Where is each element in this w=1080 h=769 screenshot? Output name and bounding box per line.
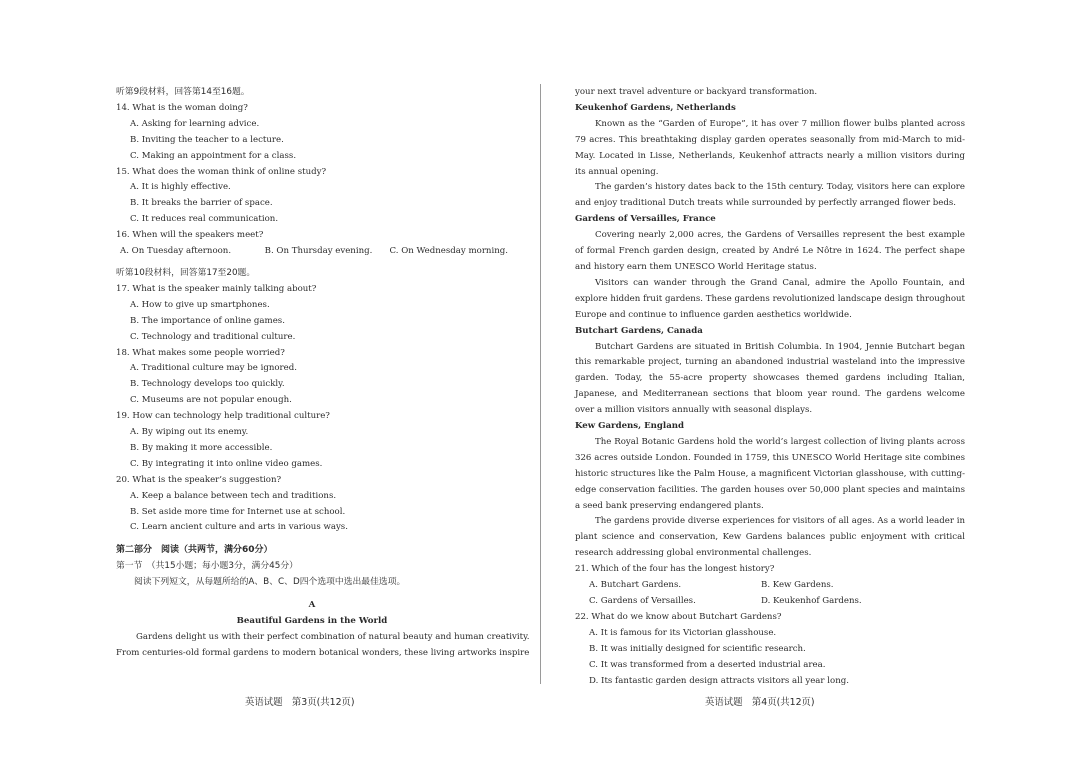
page-4-content [575, 85, 965, 689]
keukenhof-paragraph-2: The garden’s history dates back to the 15th century. Today, visitors here can explore and enjoy traditional Dutch treats while surrounded by perfectly arranged flower beds. [575, 182, 965, 209]
page-3-footer: 英语试题 第3页(共12页) [245, 697, 355, 708]
q18-option-c[interactable]: C. Museums are not popular enough. [130, 395, 292, 406]
q18-option-b[interactable]: B. Technology develops too quickly. [130, 379, 285, 390]
q19-option-a[interactable]: A. By wiping out its enemy. [130, 427, 249, 438]
section-header-material-10: 听第10段材料，回答第17至20题。 [116, 267, 256, 278]
q21-options-row-2 [575, 594, 965, 610]
versailles-paragraph-2: Visitors can wander through the Grand Canal, admire the Apollo Fountain, and explore hidden fruit gardens. These gardens revolutionized landscape design throughout Europe and continue to influence garden aesthetics worldwide. [575, 277, 965, 320]
section-header-material-9: 听第9段材料，回答第14至16题。 [116, 87, 250, 97]
q16-option-a[interactable]: A. On Tuesday afternoon. [120, 246, 232, 257]
q22-option-d[interactable]: D. Its fantastic garden design attracts visitors all year long. [589, 675, 849, 686]
question-22: 22. What do we know about Butchart Gardens? [575, 611, 782, 622]
q17-option-b[interactable]: B. The importance of online games. [130, 315, 285, 326]
q21-option-a[interactable]: A. Butchart Gardens. [589, 580, 682, 591]
part-two-heading: 第二部分 阅读（共两节，满分60分） [116, 545, 273, 556]
q14-option-c[interactable]: C. Making an appointment for a class. [130, 150, 297, 161]
q22-option-b[interactable]: B. It was initially designed for scientific research. [589, 643, 806, 654]
q22-option-c[interactable]: C. It was transformed from a deserted industrial area. [589, 659, 826, 670]
question-18: 18. What makes some people worried? [116, 347, 285, 358]
q20-option-a[interactable]: A. Keep a balance between tech and traditions. [130, 490, 337, 501]
q21-option-c[interactable]: C. Gardens of Versailles. [589, 596, 696, 606]
q21-option-b[interactable]: B. Kew Gardens. [761, 580, 834, 591]
passage-intro-line-2: From centuries-old formal gardens to modern botanical wonders, these living artworks inspire [116, 647, 530, 658]
q19-option-c[interactable]: C. By integrating it into online video games. [130, 458, 323, 469]
kew-paragraph-1: The Royal Botanic Gardens hold the world’s largest collection of living plants across 326 acres outside London. Founded in 1759, this UNESCO World Heritage site combines historic structures like the Palm House, a magnificent Victorian glasshouse, with cutting-edge conservation facilities. The garden houses over 50,000 plant species and maintains a seed bank preserving endangered plants. [575, 436, 965, 511]
butchart-heading: Butchart Gardens, Canada [575, 325, 703, 336]
q20-option-c[interactable]: C. Learn ancient culture and arts in various ways. [130, 522, 348, 533]
q15-option-c[interactable]: C. It reduces real communication. [130, 214, 279, 225]
versailles-paragraph-1: Covering nearly 2,000 acres, the Gardens of Versailles represent the best example of formal French garden design, created by André Le Nôtre in 1624. The perfect shape and history earn them UNESCO World Heritage status. [575, 230, 965, 272]
q22-option-a[interactable]: A. It is famous for its Victorian glasshouse. [589, 627, 777, 638]
q19-option-b[interactable]: B. By making it more accessible. [130, 442, 273, 453]
exam-page-3 [116, 0, 530, 769]
q20-option-b[interactable]: B. Set aside more time for Internet use at school. [130, 506, 346, 517]
q21-option-d[interactable]: D. Keukenhof Gardens. [761, 596, 862, 606]
q16-option-b[interactable]: B. On Thursday evening. [264, 246, 373, 257]
versailles-heading: Gardens of Versailles, France [575, 214, 716, 225]
page-3-content [116, 85, 530, 662]
passage-intro-line-1: Gardens delight us with their perfect combination of natural beauty and human creativity. [136, 631, 530, 642]
page-4-footer: 英语试题 第4页(共12页) [705, 697, 815, 708]
q16-option-c[interactable]: C. On Wednesday morning. [389, 246, 508, 257]
butchart-paragraph-1: Butchart Gardens are situated in British Columbia. In 1904, Jennie Butchart began this remarkable project, turning an abandoned industrial wasteland into the impressive garden. Today, the 55-acre property showcases themed gardens including Italian, Japanese, and Mediterranean sections that bloom year round. The gardens welcome over a million visitors annually with seasonal displays. [575, 341, 965, 416]
kew-paragraph-2: The gardens provide diverse experiences for visitors of all ages. As a world leader in plant science and conservation, Kew Gardens balances public enjoyment with critical research addressing global environmental challenges. [575, 516, 965, 559]
q15-option-a[interactable]: A. It is highly effective. [130, 182, 231, 193]
q14-option-b[interactable]: B. Inviting the teacher to a lecture. [130, 134, 284, 145]
question-16: 16. When will the speakers meet? [116, 230, 264, 241]
q15-option-b[interactable]: B. It breaks the barrier of space. [130, 198, 273, 209]
question-20: 20. What is the speaker’s suggestion? [116, 474, 282, 485]
keukenhof-paragraph-1: Known as the “Garden of Europe”, it has over 7 million flower bulbs planted across 79 acres. This breathtaking display garden operates seasonally from mid-March to mid-May. Located in Lisse, Netherlands, Keukenhof attracts nearly a million visitors during its annual opening. [575, 118, 965, 177]
q18-option-a[interactable]: A. Traditional culture may be ignored. [130, 363, 297, 374]
question-14: 14. What is the woman doing? [116, 102, 248, 113]
passage-title: Beautiful Gardens in the World [236, 616, 388, 626]
question-17: 17. What is the speaker mainly talking about? [116, 283, 317, 294]
question-21: 21. Which of the four has the longest history? [575, 564, 775, 575]
kew-heading: Kew Gardens, England [575, 421, 685, 432]
passage-letter: A [308, 600, 316, 611]
column-divider [540, 84, 541, 684]
question-19: 19. How can technology help traditional culture? [116, 411, 330, 422]
q21-options-row-1 [575, 578, 965, 594]
q16-options [116, 244, 508, 260]
q14-option-a[interactable]: A. Asking for learning advice. [130, 118, 260, 129]
reading-instruction: 阅读下列短文，从每题所给的A、B、C、D四个选项中选出最佳选项。 [134, 577, 406, 588]
q17-option-c[interactable]: C. Technology and traditional culture. [130, 331, 296, 342]
section-one-heading: 第一节 （共15小题；每小题3分，满分45分） [116, 561, 298, 572]
exam-page-4 [575, 0, 965, 769]
q17-option-a[interactable]: A. How to give up smartphones. [130, 299, 270, 310]
keukenhof-heading: Keukenhof Gardens, Netherlands [575, 102, 736, 113]
question-15: 15. What does the woman think of online study? [116, 166, 327, 177]
passage-intro-continued: your next travel adventure or backyard transformation. [575, 87, 818, 97]
